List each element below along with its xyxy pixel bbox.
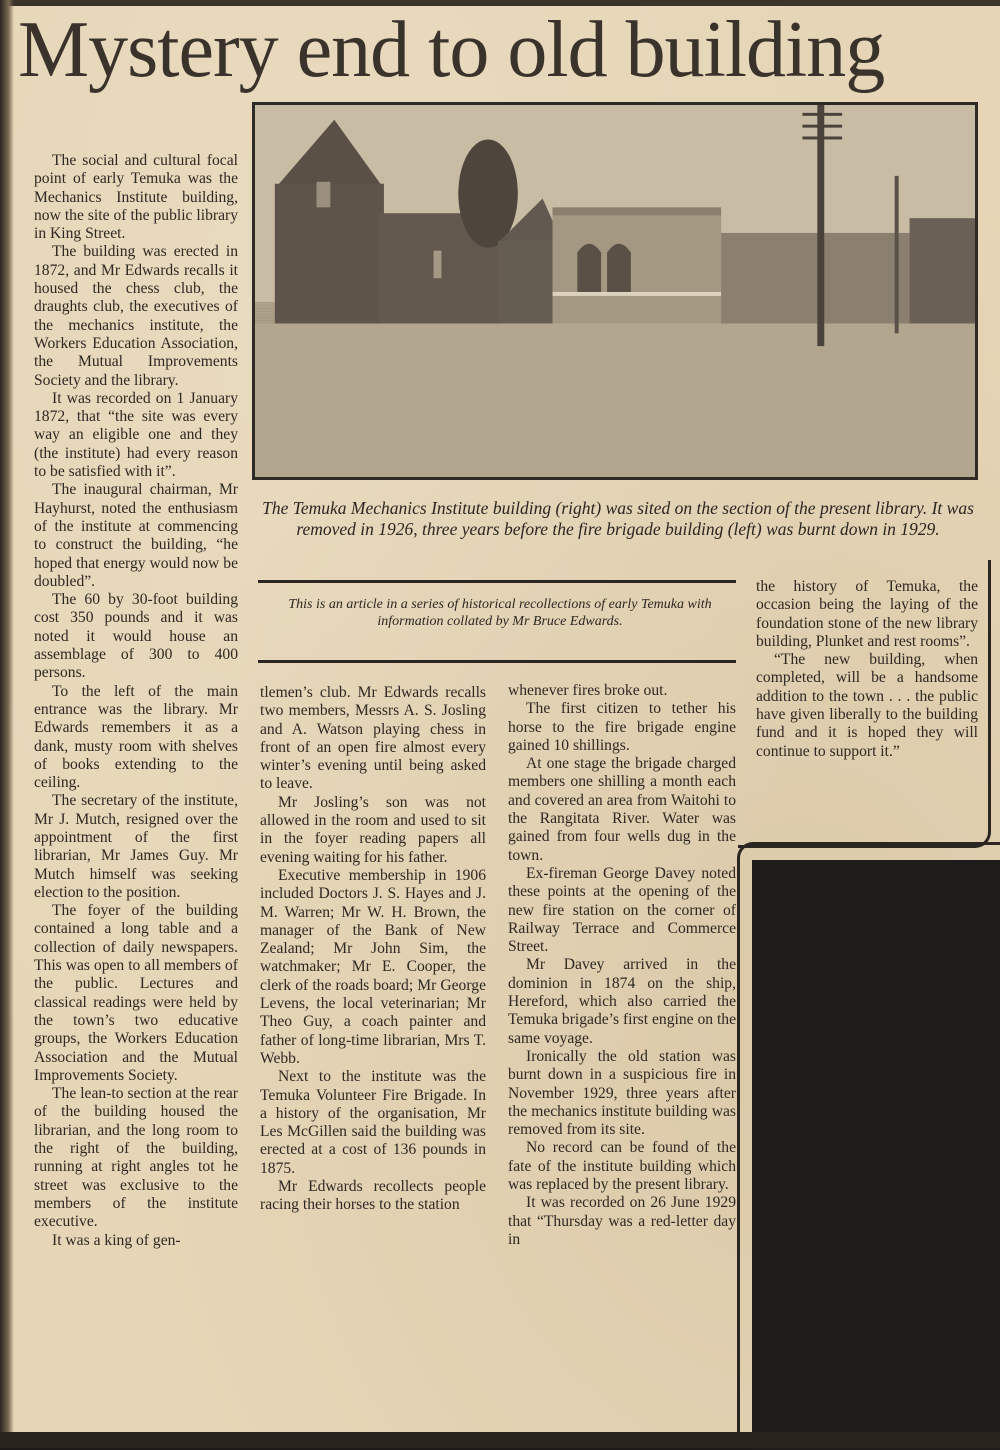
photo-caption: The Temuka Mechanics Institute building (right) was sited on the section of the present library. It was removed in 1926, three years before the fire brigade building (left) was burnt down in 1929. <box>262 498 974 539</box>
paragraph: “The new building, when completed, will be a handsome addition to the town . . . the public have given liberally to the building fund and it is hoped they will continue to support it.” <box>756 651 978 760</box>
paragraph: Mr Edwards recollects people racing their horses to the station <box>260 1178 486 1214</box>
paragraph: It was recorded on 26 June 1929 that “Thursday was a red-letter day in <box>508 1194 736 1248</box>
paragraph: the history of Temuka, the occasion being the laying of the foundation stone of the new library building, Plunket and rest rooms”. <box>756 578 978 650</box>
article-column-2 <box>260 684 486 1215</box>
cut-off-region <box>752 860 1000 1450</box>
paragraph: To the left of the main entrance was the library. Mr Edwards remembers it as a dank, musty room with shelves of books extending to the ceiling. <box>34 682 238 792</box>
clipping-bottom-edge <box>0 1432 1000 1448</box>
divider-rule <box>258 580 736 583</box>
headline: Mystery end to old building <box>18 6 885 94</box>
paragraph: Executive membership in 1906 included Doctors J. S. Hayes and J. M. Warren; Mr W. H. Brown, the manager of the Bank of New Zealand; Mr John Sim, the watchmaker; Mr E. Cooper, the clerk of the roads board; Mr George Levens, the local veterinarian; Mr Theo Guy, a coach painter and father of long-time librarian, Mrs T. Webb. <box>260 866 486 1067</box>
paragraph: tlemen’s club. Mr Edwards recalls two members, Messrs A. S. Josling and A. Watson playing chess in front of an open fire almost every winter’s evening until being asked to leave. <box>260 684 486 793</box>
article-column-3 <box>508 682 736 1249</box>
column-border <box>737 860 740 1435</box>
paragraph: The building was erected in 1872, and Mr Edwards recalls it housed the chess club, the draughts club, the executives of the mechanics institute, the Workers Education Association, the Mutual Improvements Society and the library. <box>34 243 238 389</box>
clipping-left-edge <box>0 0 14 1448</box>
historic-photo <box>252 102 978 480</box>
paragraph: Next to the institute was the Temuka Volunteer Fire Brigade. In a history of the organisation, Mr Les McGillen said the building was erected at a cost of 136 pounds in 1875. <box>260 1068 486 1177</box>
paragraph: The first citizen to tether his horse to the fire brigade engine gained 10 shillings. <box>508 700 736 754</box>
paragraph: Mr Josling’s son was not allowed in the room and used to sit in the foyer reading papers all evening waiting for his father. <box>260 793 486 866</box>
paragraph: The lean-to section at the rear of the building housed the librarian, and the long room to the right of the building, running at right angles tot he street was exclusive to the members of the institute executive. <box>34 1085 238 1231</box>
paragraph: The foyer of the building contained a long table and a collection of daily newspapers. This was open to all members of the public. Lectures and classical readings were held by the town’s two educative groups, the Workers Education Association and the Mutual Improvements Society. <box>34 902 238 1084</box>
paragraph: The social and cultural focal point of early Temuka was the Mechanics Institute building, now the site of the public library in King Street. <box>34 152 238 243</box>
paragraph: Mr Davey arrived in the dominion in 1874 on the ship, Hereford, which also carried the Temuka brigade’s first engine on the same voyage. <box>508 956 736 1047</box>
paragraph: No record can be found of the fate of the institute building which was replaced by the present library. <box>508 1139 736 1194</box>
paragraph: It was recorded on 1 January 1872, that “the site was every way an eligible one and they (the institute) had every reason to be satisfied with it”. <box>34 389 238 481</box>
series-note: This is an article in a series of historical recollections of early Temuka with information collated by Mr Bruce Edwards. <box>288 597 712 629</box>
buildings-photo-illustration <box>255 105 975 477</box>
paragraph: Ex-fireman George Davey noted these points at the opening of the new fire station on the corner of Railway Terrace and Commerce Street. <box>508 864 736 956</box>
paragraph: whenever fires broke out. <box>508 682 668 699</box>
article-column-1 <box>34 152 238 1250</box>
divider-rule <box>258 660 736 663</box>
paragraph: At one stage the brigade charged members one shilling a month each and covered an area from Waitohi to the Rangitata River. Water was gained from four wells dug in the town. <box>508 755 736 864</box>
paragraph: It was a king of gen- <box>52 1231 181 1249</box>
column-border <box>738 560 991 848</box>
paragraph: Ironically the old station was burnt down in a suspicious fire in November 1929, three years after the mechanics institute building was removed from its site. <box>508 1047 736 1139</box>
paragraph: The secretary of the institute, Mr J. Mutch, resigned over the appointment of the first librarian, Mr James Guy. Mr Mutch himself was seeking election to the position. <box>34 792 238 901</box>
paragraph: The inaugural chairman, Mr Hayhurst, noted the enthusiasm of the institute at commencing to construct the building, “he hoped that energy would now be doubled”. <box>34 481 238 590</box>
paragraph: The 60 by 30-foot building cost 350 pounds and it was noted it would house an assemblage of 300 to 400 persons. <box>34 591 238 682</box>
